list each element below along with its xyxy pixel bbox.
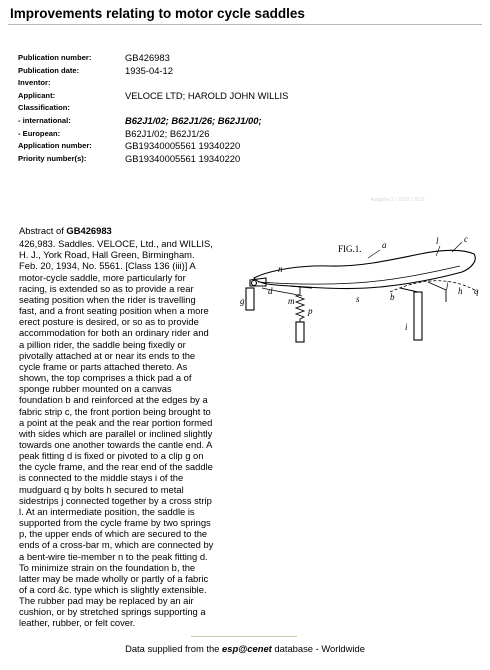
figure-label-a: a bbox=[382, 240, 387, 250]
publication-number-row bbox=[18, 53, 478, 66]
abstract-line: a bent-wire tie-member n to the peak fitting d. bbox=[19, 550, 208, 562]
abstract-line: fast, and a front seating position when a more bbox=[19, 305, 209, 317]
abstract-line: sponge rubber mounted on a canvas bbox=[19, 383, 172, 395]
abstract-line: To minimize strain on the foundation b, the bbox=[19, 561, 196, 573]
bibliographic-data bbox=[18, 53, 478, 166]
abstract-line: 426,983. Saddles. VELOCE, Ltd., and WILLIS, bbox=[19, 238, 213, 250]
abstract-line: shown, the top comprises a thick pad a of bbox=[19, 372, 192, 384]
espacenet-brand[interactable]: esp@cenet bbox=[222, 643, 272, 654]
inventor-label: Inventor: bbox=[18, 78, 51, 88]
figure-label-s: s bbox=[356, 294, 360, 304]
figure-label-p: p bbox=[308, 306, 313, 316]
application-number-label: Application number: bbox=[18, 141, 92, 151]
abstract-line: seating position when the rider is travelling bbox=[19, 293, 196, 305]
figure-label-n: n bbox=[278, 264, 283, 274]
publication-number-label: Publication number: bbox=[18, 53, 92, 62]
classification-label: Classification: bbox=[18, 103, 70, 113]
faint-watermark-text: Ausgabe 2 / 2018 / 2019 bbox=[370, 197, 425, 203]
footer-credit bbox=[0, 643, 490, 654]
abstract-line: is connected to the middle stays i of the bbox=[19, 472, 184, 484]
abstract-line: a point at the peak and the rear portion formed bbox=[19, 416, 213, 428]
footer-prefix: Data supplied from the bbox=[125, 643, 223, 654]
figure-label-j: j bbox=[446, 280, 449, 290]
abstract-line: motor-cycle saddle, more particularly for bbox=[19, 271, 186, 283]
abstract-line: supported from the cycle frame by two springs bbox=[19, 517, 211, 529]
figure-label-q: q bbox=[474, 286, 479, 296]
abstract-line: latter may be made wholly or partly of a fabric bbox=[19, 572, 209, 584]
abstract-line: accommodation for both an ordinary rider and bbox=[19, 327, 209, 339]
figure-label-h: h bbox=[458, 286, 463, 296]
footer-divider bbox=[191, 636, 297, 637]
publication-date-row bbox=[18, 66, 478, 79]
abstract-line: mudguard q by bolts h secured to metal bbox=[19, 483, 184, 495]
european-class-value: B62J1/02; B62J1/26 bbox=[125, 127, 210, 139]
international-class-label: - international: bbox=[18, 115, 71, 125]
international-class-value bbox=[125, 115, 262, 126]
figure-label-b: b bbox=[390, 292, 395, 302]
application-number-value: GB19340005561 19340220 bbox=[125, 140, 241, 152]
abstract-line: of a cord &c. type which is slightly extensible. bbox=[19, 584, 207, 595]
publication-date-label: Publication date: bbox=[18, 65, 80, 75]
priority-number-value: GB19340005561 19340220 bbox=[125, 152, 241, 164]
figure-label-d: d bbox=[268, 286, 273, 296]
abstract-line: racing, is extended so as to provide a rear bbox=[19, 282, 194, 294]
applicant-label: Applicant: bbox=[18, 90, 56, 100]
footer-suffix: database - Worldwide bbox=[271, 643, 365, 654]
applicant-row bbox=[18, 91, 478, 104]
international-class-row bbox=[18, 116, 478, 129]
priority-number-row bbox=[18, 154, 478, 167]
abstract-line: peak fitting d is fixed or pivoted to a clip g on bbox=[19, 450, 204, 462]
figure-label-m: m bbox=[288, 296, 295, 306]
publication-number-value: GB426983 bbox=[125, 52, 170, 63]
ipc-code-link[interactable]: B62J1/26; bbox=[171, 114, 216, 126]
european-class-row bbox=[18, 129, 478, 142]
abstract-heading-prefix: Abstract of bbox=[19, 225, 64, 236]
ipc-code-link[interactable]: B62J1/02; bbox=[125, 114, 169, 126]
title-divider bbox=[8, 24, 482, 25]
application-number-row bbox=[18, 141, 478, 154]
abstract-line: cycle frame or parts attached thereto. As bbox=[19, 360, 188, 372]
figure-label-l: l bbox=[436, 236, 439, 246]
abstract-line: towards one another towards the cantle end. A bbox=[19, 438, 213, 450]
abstract-line: a pillion rider, the saddle being fixedly or bbox=[19, 338, 186, 350]
abstract-line: foundation b and reinforced at the edges by a bbox=[19, 394, 208, 406]
abstract-line: fabric strip c, the front portion being brought to bbox=[19, 405, 211, 417]
abstract-line: pivotally attached at or near its ends to the bbox=[19, 349, 196, 361]
priority-number-label: Priority number(s): bbox=[18, 153, 87, 163]
page-title: Improvements relating to motor cycle saddles bbox=[10, 6, 305, 21]
applicant-value: VELOCE LTD; HAROLD JOHN WILLIS bbox=[125, 89, 289, 101]
figure-label-c: c bbox=[464, 234, 468, 244]
abstract-line: the cycle frame, and the rear end of the saddle bbox=[19, 461, 213, 473]
european-class-label: - European: bbox=[18, 128, 61, 138]
figure-caption: FIG.1. bbox=[338, 244, 362, 254]
abstract-line: cushion, or by stretched springs supporting a bbox=[19, 606, 206, 618]
figure-label-i: i bbox=[405, 322, 408, 332]
abstract-line: p, the upper ends of which are secured to the bbox=[19, 528, 208, 540]
abstract-line: with sides which are parallel or inclined slightly bbox=[19, 427, 213, 439]
abstract-text bbox=[19, 238, 241, 628]
abstract-line: Feb. 20, 1934, No. 5561. [Class 136 (iii)] A bbox=[19, 260, 196, 272]
abstract-line: The rubber pad may be replaced by an air bbox=[19, 595, 194, 607]
abstract-line: leather, rubber, or felt cover. bbox=[19, 617, 136, 629]
ipc-code-link[interactable]: B62J1/00; bbox=[217, 114, 262, 126]
abstract-line: erect posture is desired, or so as to provide bbox=[19, 316, 199, 328]
abstract-section bbox=[19, 225, 241, 629]
abstract-heading bbox=[19, 225, 241, 236]
abstract-line: H. J., York Road, Hall Green, Birmingham. bbox=[19, 249, 195, 261]
abstract-line: sidestrips j connected together by a cross strip bbox=[19, 494, 212, 506]
abstract-line: l. At an intermediate position, the saddle is bbox=[19, 505, 195, 517]
abstract-patent-number: GB426983 bbox=[66, 225, 112, 236]
patent-figure bbox=[240, 232, 484, 352]
figure-label-g: g bbox=[240, 296, 245, 306]
publication-date-value: 1935-04-12 bbox=[125, 64, 173, 76]
abstract-line: ends of a cross-bar m, which are connected by bbox=[19, 539, 214, 551]
